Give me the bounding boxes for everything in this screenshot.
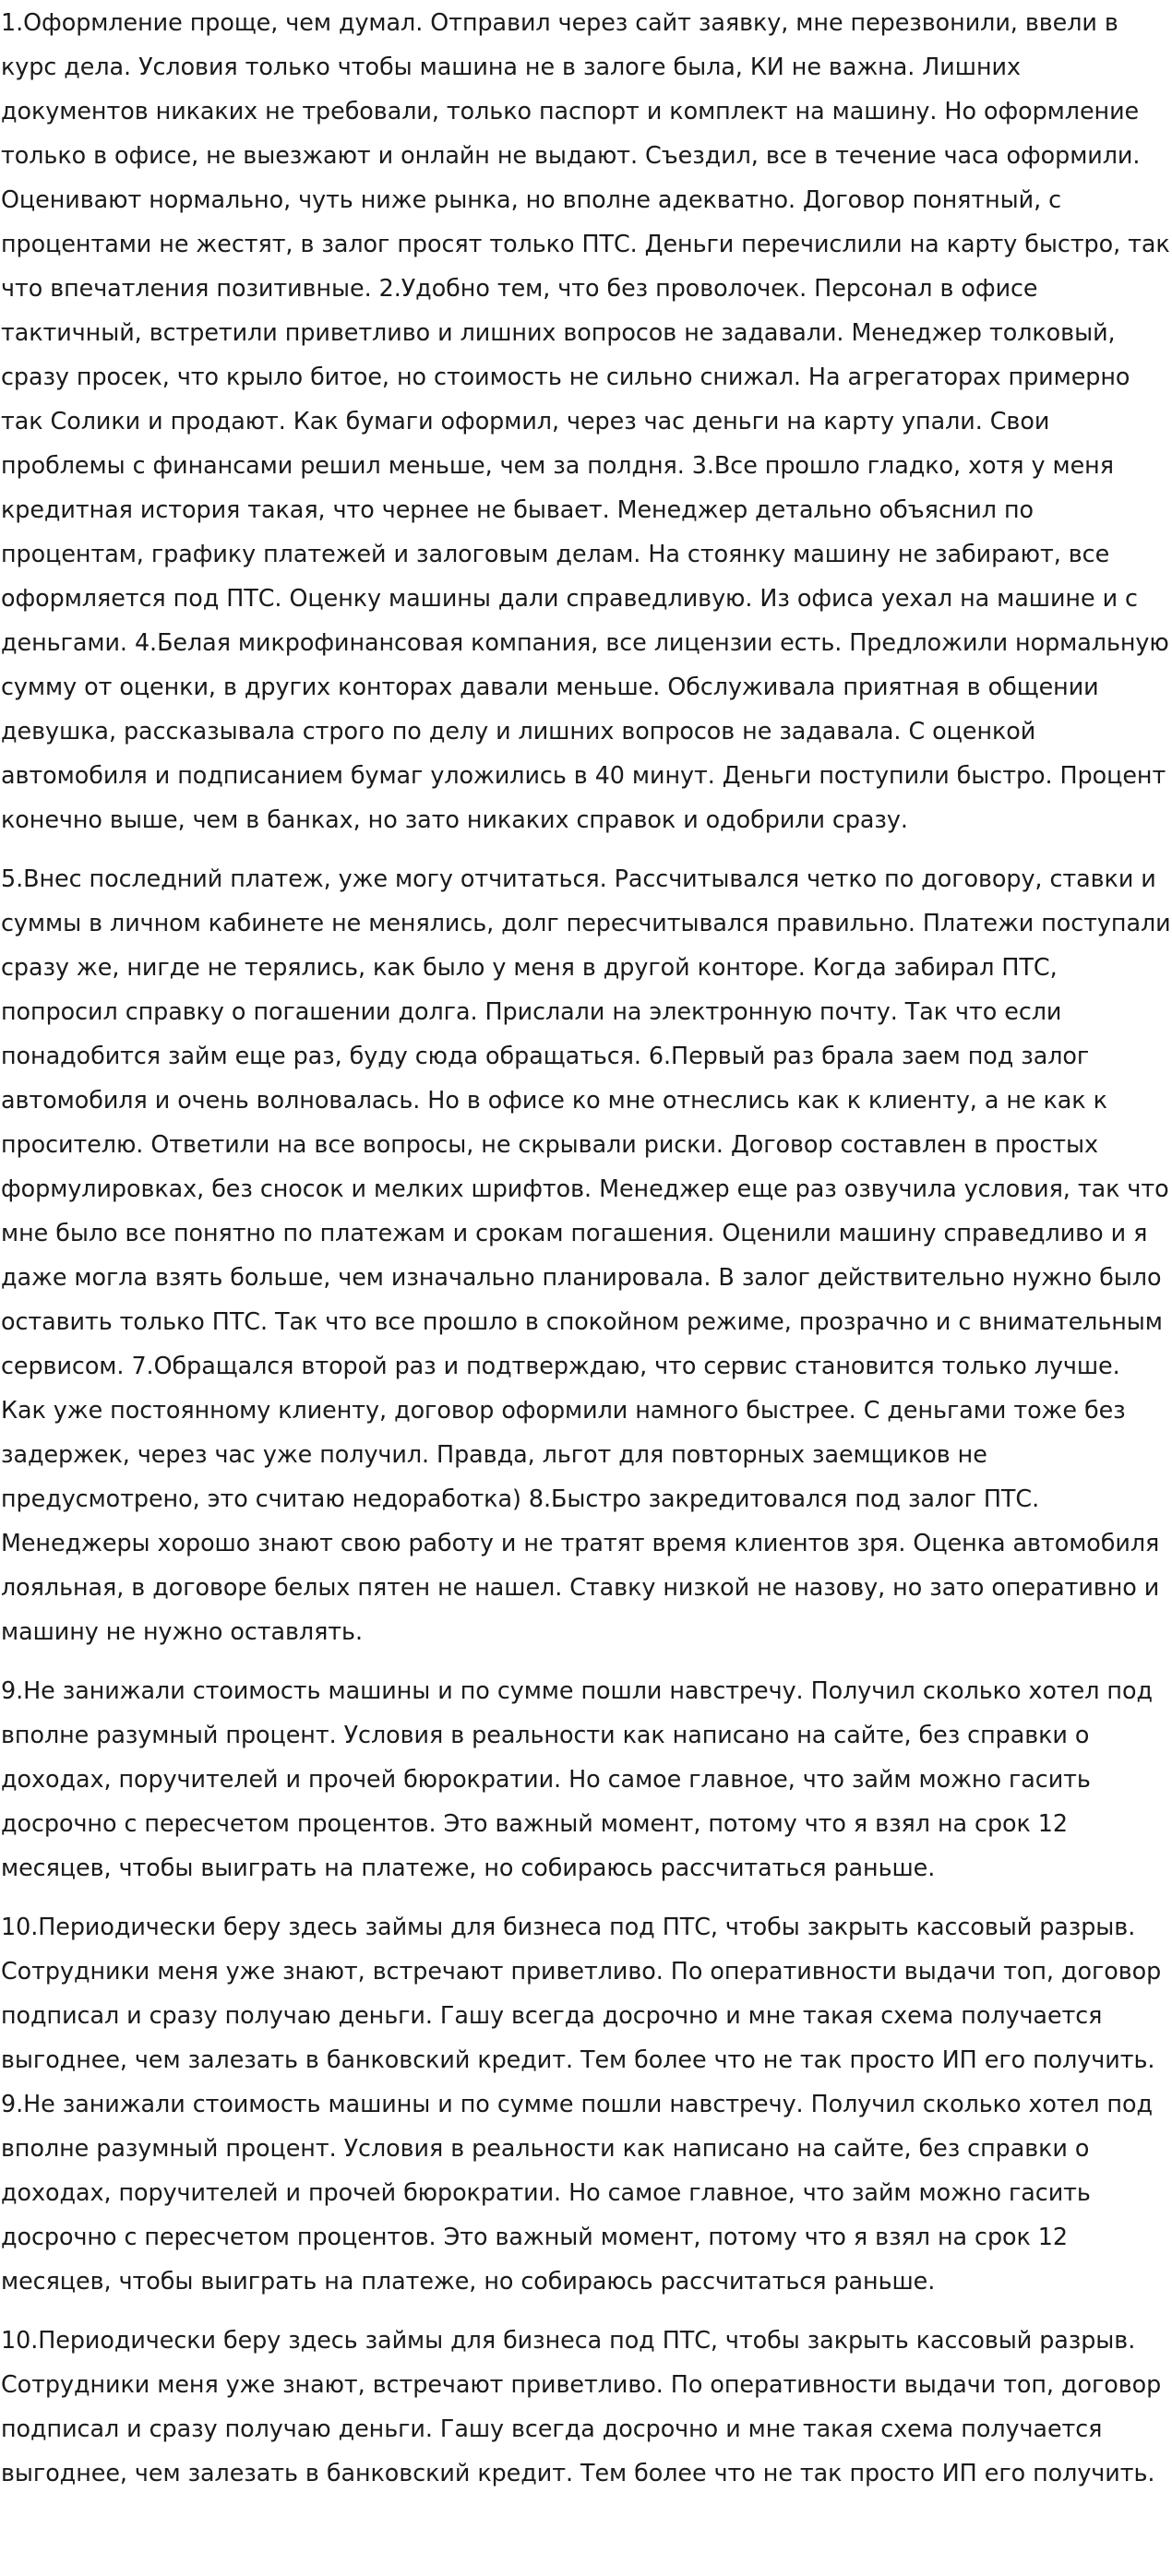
review-paragraph-2: 5.Внес последний платеж, уже могу отчитаться. Рассчитывался четко по договору, ставки и суммы в личном кабинете не менялись, долг пересчитывался правильно. Платежи поступали сразу же, нигде не терялись, как было у меня в другой конторе. Когда забирал ПТС, попросил справку о погашении долга. Прислали на электронную почту. Так что если понадобится займ еще раз, буду сюда обращаться. 6.Первый раз брала заем под залог автомобиля и очень волновалась. Но в офисе ко мне отнеслись как к клиенту, а не как к просителю. Ответили на все вопросы, не скрывали риски. Договор составлен в простых формулировках, без сносок и мелких шрифтов. Менеджер еще раз озвучила условия, так что мне было все понятно по платежам и срокам погашения. Оценили машину справедливо и я даже могла взять больше, чем изначально планировала. В залог действительно нужно было оставить только ПТС. Так что все прошло в спокойном режиме, прозрачно и с внимательным сервисом. 7.Обращался второй раз и подтверждаю, что сервис становится только лучше. Как уже постоянному клиенту, договор оформили намного быстрее. С деньгами тоже без задержек, через час уже получил. Правда, льгот для повторных заемщиков не предусмотрено, это считаю недоработка) 8.Быстро закредитовался под залог ПТС. Менеджеры хорошо знают свою работу и не тратят время клиентов зря. Оценка автомобиля лояльная, в договоре белых пятен не нашел. Ставку низкой не назову, но зато оперативно и машину не нужно оставлять. xyxy=(1,865,1171,1645)
review-paragraph-1: 1.Оформление проще, чем думал. Отправил через сайт заявку, мне перезвонили, ввели в курс дела. Условия только чтобы машина не в залоге была, КИ не важна. Лишних документов никаких не требовали, только паспорт и комплект на машину. Но оформление только в офисе, не выезжают и онлайн не выдают. Съездил, все в течение часа оформили. Оценивают нормально, чуть ниже рынка, но вполне адекватно. Договор понятный, с процентами не жестят, в залог просят только ПТС. Деньги перечислили на карту быстро, так что впечатления позитивные. 2.Удобно тем, что без проволочек. Персонал в офисе тактичный, встретили приветливо и лишних вопросов не задавали. Менеджер толковый, сразу просек, что крыло битое, но стоимость не сильно снижал. На агрегаторах примерно так Солики и продают. Как бумаги оформил, через час деньги на карту упали. Свои проблемы с финансами решил меньше, чем за полдня. 3.Все прошло гладко, хотя у меня кредитная история такая, что чернее не бывает. Менеджер детально объяснил по процентам, графику платежей и залоговым делам. На стоянку машину не забирают, все оформляется под ПТС. Оценку машины дали справедливую. Из офиса уехал на машине и с деньгами. 4.Белая микрофинансовая компания, все лицензии есть. Предложили нормальную сумму от оценки, в других конторах давали меньше. Обслуживала приятная в общении девушка, рассказывала строго по делу и лишних вопросов не задавала. С оценкой автомобиля и подписанием бумаг уложились в 40 минут. Деньги поступили быстро. Процент конечно выше, чем в банках, но зато никаких справок и одобрили сразу. xyxy=(1,8,1170,833)
review-paragraph-3: 9.Не занижали стоимость машины и по сумме пошли навстречу. Получил сколько хотел под вполне разумный процент. Условия в реальности как написано на сайте, без справки о доходах, поручителей и прочей бюрократии. Но самое главное, что займ можно гасить досрочно с пересчетом процентов. Это важный момент, потому что я взял на срок 12 месяцев, чтобы выиграть на платеже, но собираюсь рассчитаться раньше. xyxy=(1,1676,1153,1881)
review-paragraph-4: 10.Периодически беру здесь займы для бизнеса под ПТС, чтобы закрыть кассовый разрыв. Сотрудники меня уже знают, встречают приветливо. По оперативности выдачи топ, договор подписал и сразу получаю деньги. Гашу всегда досрочно и мне такая схема получается выгоднее, чем залезать в банковский кредит. Тем более что не так просто ИП его получить. 9.Не занижали стоимость машины и по сумме пошли навстречу. Получил сколько хотел под вполне разумный процент. Условия в реальности как написано на сайте, без справки о доходах, поручителей и прочей бюрократии. Но самое главное, что займ можно гасить досрочно с пересчетом процентов. Это важный момент, потому что я взял на срок 12 месяцев, чтобы выиграть на платеже, но собираюсь рассчитаться раньше. xyxy=(1,1913,1162,2295)
review-paragraph-5: 10.Периодически беру здесь займы для бизнеса под ПТС, чтобы закрыть кассовый разрыв. Сотрудники меня уже знают, встречают приветливо. По оперативности выдачи топ, договор подписал и сразу получаю деньги. Гашу всегда досрочно и мне такая схема получается выгоднее, чем залезать в банковский кредит. Тем более что не так просто ИП его получить. xyxy=(1,2326,1162,2487)
